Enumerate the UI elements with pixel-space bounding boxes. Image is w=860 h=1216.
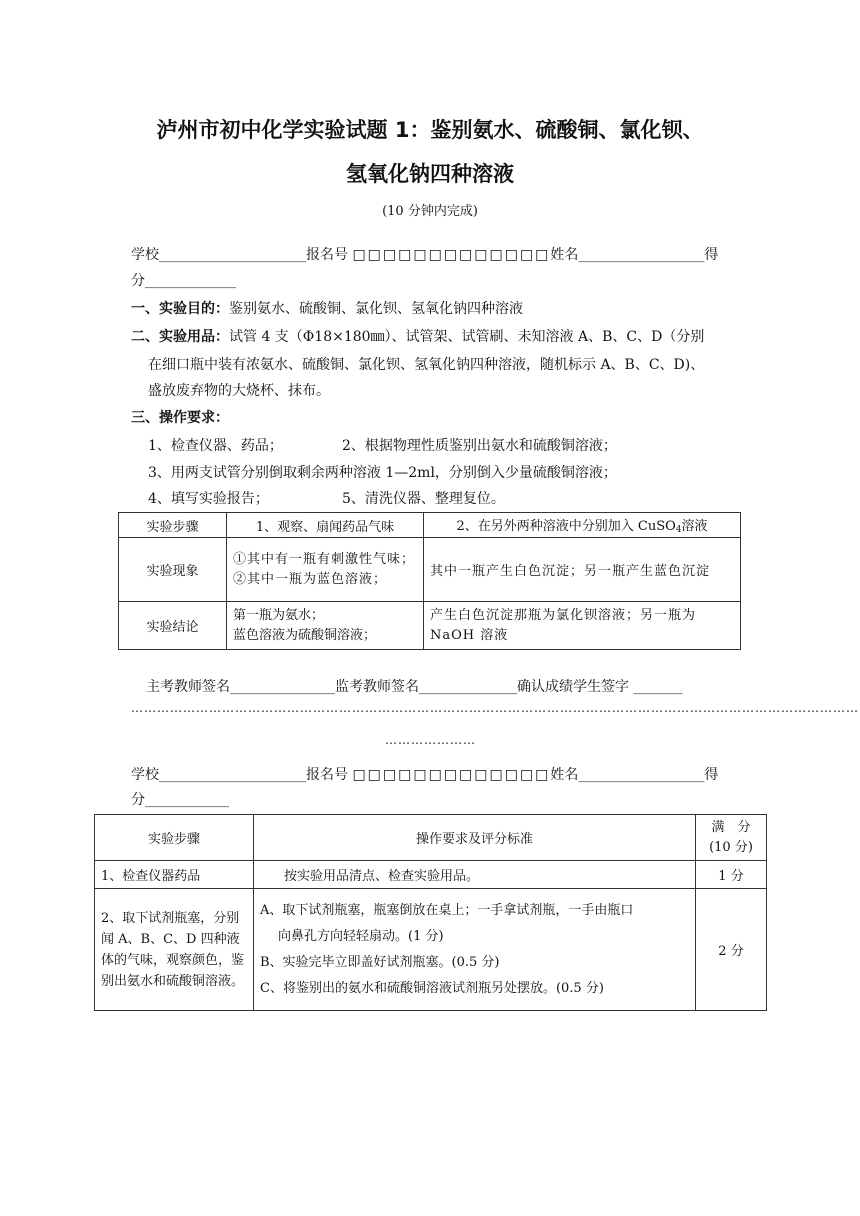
cell-text: ②其中一瓶为蓝色溶液； bbox=[233, 571, 388, 587]
header-cell: 1、观察、扇闻药品气味 bbox=[227, 513, 424, 538]
header-text: 满 分 bbox=[711, 819, 751, 835]
header-text: (10 分) bbox=[709, 839, 753, 855]
requirement-cell bbox=[254, 889, 696, 1011]
table-cell: 产生白色沉淀那瓶为氯化钡溶液；另一瓶为 NaOH 溶液 bbox=[424, 602, 741, 650]
proctor-sign-label: 监考教师签名 bbox=[335, 679, 419, 695]
table-row bbox=[95, 815, 767, 861]
header-cell bbox=[696, 815, 767, 861]
score-label-lead: 得 bbox=[704, 247, 719, 263]
header-text: 2、在另外两种溶液中分别加入 CuSO bbox=[456, 519, 676, 534]
table-row bbox=[119, 513, 741, 538]
table-row bbox=[95, 861, 767, 889]
requirement-c: C、将鉴别出的氨水和硫酸铜溶液试剂瓶另处摆放。(0.5 分) bbox=[260, 980, 604, 996]
header-text-tail: 溶液 bbox=[681, 519, 708, 534]
reg-no-label: 报名号 bbox=[306, 767, 348, 783]
header-cell bbox=[424, 513, 741, 538]
row-label: 实验结论 bbox=[119, 602, 227, 650]
reg-no-boxes: □□□□□□□□□□□□□ bbox=[352, 767, 551, 783]
table-row bbox=[119, 602, 741, 650]
table-cell bbox=[227, 538, 424, 602]
time-note: (10 分钟内完成) bbox=[382, 204, 478, 219]
name-label: 姓名 bbox=[550, 767, 579, 783]
candidate-info-line-2 bbox=[131, 764, 718, 784]
proctor-sign-blank: ______________ bbox=[419, 679, 517, 695]
requirement-b: B、实验完毕立即盖好试剂瓶塞。(0.5 分) bbox=[260, 954, 500, 970]
op-1: 1、检查仪器、药品； bbox=[148, 438, 283, 454]
purpose-text: 鉴别氨水、硫酸铜、氯化钡、氢氧化钠四种溶液 bbox=[229, 301, 523, 317]
cell-text: 蓝色溶液为硫酸铜溶液； bbox=[233, 627, 377, 643]
reg-no-boxes: □□□□□□□□□□□□□ bbox=[352, 247, 551, 263]
student-sign-blank: _______ bbox=[633, 679, 683, 695]
materials-text-2: 在细口瓶中装有浓氨水、硫酸铜、氯化钡、氢氧化钠四种溶液，随机标示 A、B、C、D)、 bbox=[148, 357, 705, 373]
header-cell: 操作要求及评分标准 bbox=[254, 815, 696, 861]
score-blank: _____________ bbox=[145, 273, 236, 289]
table-cell bbox=[227, 602, 424, 650]
table-row bbox=[119, 538, 741, 602]
op-2: 2、根据物理性质鉴别出氨水和硫酸铜溶液； bbox=[342, 438, 617, 454]
page-title-line2: 氢氧化钠四种溶液 bbox=[346, 162, 514, 186]
ops-label: 三、操作要求： bbox=[131, 410, 229, 426]
requirement-a: A、取下试剂瓶塞，瓶塞倒放在桌上；一手拿试剂瓶，一手由瓶口 bbox=[260, 902, 634, 918]
subscript: 4 bbox=[675, 525, 682, 535]
cell-text: ①其中有一瓶有刺激性气味； bbox=[233, 551, 416, 567]
page-title: 泸州市初中化学实验试题 1：鉴别氨水、硫酸铜、氯化钡、 bbox=[156, 118, 704, 142]
name-blank: __________________ bbox=[578, 767, 705, 783]
ops-line bbox=[131, 407, 229, 427]
requirement-a-cont: 向鼻孔方向轻轻扇动。(1 分) bbox=[278, 928, 444, 944]
step-cell: 2、取下试剂瓶塞，分别闻 A、B、C、D 四种液体的气味，观察颜色，鉴别出氨水和硫酸铜溶液。 bbox=[95, 889, 254, 1011]
cut-line-tail: ………………… bbox=[385, 733, 476, 747]
score-line bbox=[131, 270, 236, 290]
report-table bbox=[118, 512, 741, 650]
reg-no-label: 报名号 bbox=[306, 247, 348, 263]
table-row bbox=[95, 889, 767, 1011]
name-label: 姓名 bbox=[550, 247, 579, 263]
score-label-lead: 得 bbox=[704, 767, 719, 783]
student-sign-label: 确认成绩学生签字 bbox=[517, 679, 629, 695]
header-cell: 实验步骤 bbox=[95, 815, 254, 861]
name-blank: __________________ bbox=[578, 247, 705, 263]
school-blank: _____________________ bbox=[159, 767, 306, 783]
op-4: 4、填写实验报告； bbox=[148, 491, 269, 507]
score-cell: 1 分 bbox=[696, 861, 767, 889]
materials-text: 试管 4 支（Φ18×180㎜）、试管架、试管刷、未知溶液 A、B、C、D（分别 bbox=[229, 329, 705, 345]
op-5: 5、清洗仪器、整理复位。 bbox=[342, 491, 505, 507]
op-3: 3、用两支试管分别倒取剩余两种溶液 1—2ml，分别倒入少量硫酸铜溶液； bbox=[148, 465, 617, 481]
purpose-label: 一、实验目的： bbox=[131, 301, 229, 317]
materials-line bbox=[131, 326, 704, 346]
candidate-info-line bbox=[131, 244, 718, 264]
school-blank: _____________________ bbox=[159, 247, 306, 263]
row-label: 实验现象 bbox=[119, 538, 227, 602]
requirement-cell: 按实验用品清点、检查实验用品。 bbox=[254, 861, 696, 889]
cell-text: 第一瓶为氨水； bbox=[233, 607, 325, 623]
materials-label: 二、实验用品： bbox=[131, 329, 229, 345]
signature-line bbox=[146, 676, 682, 696]
score-line-2 bbox=[131, 789, 229, 809]
step-cell: 1、检查仪器药品 bbox=[95, 861, 254, 889]
score-label-tail: 分 bbox=[131, 792, 145, 808]
school-label: 学校 bbox=[131, 767, 159, 783]
chief-sign-label: 主考教师签名 bbox=[146, 679, 230, 695]
score-cell: 2 分 bbox=[696, 889, 767, 1011]
header-cell: 实验步骤 bbox=[119, 513, 227, 538]
score-table bbox=[94, 814, 767, 1011]
purpose-line bbox=[131, 298, 523, 318]
school-label: 学校 bbox=[131, 247, 159, 263]
score-blank: ____________ bbox=[145, 792, 229, 808]
table-cell: 其中一瓶产生白色沉淀；另一瓶产生蓝色沉淀 bbox=[424, 538, 741, 602]
score-label-tail: 分 bbox=[131, 273, 145, 289]
chief-sign-blank: _______________ bbox=[230, 679, 335, 695]
cut-line: …………………………………………………………………………………………………………………………………………………… bbox=[131, 701, 859, 715]
materials-text-3: 盛放废弃物的大烧杯、抹布。 bbox=[148, 383, 330, 399]
